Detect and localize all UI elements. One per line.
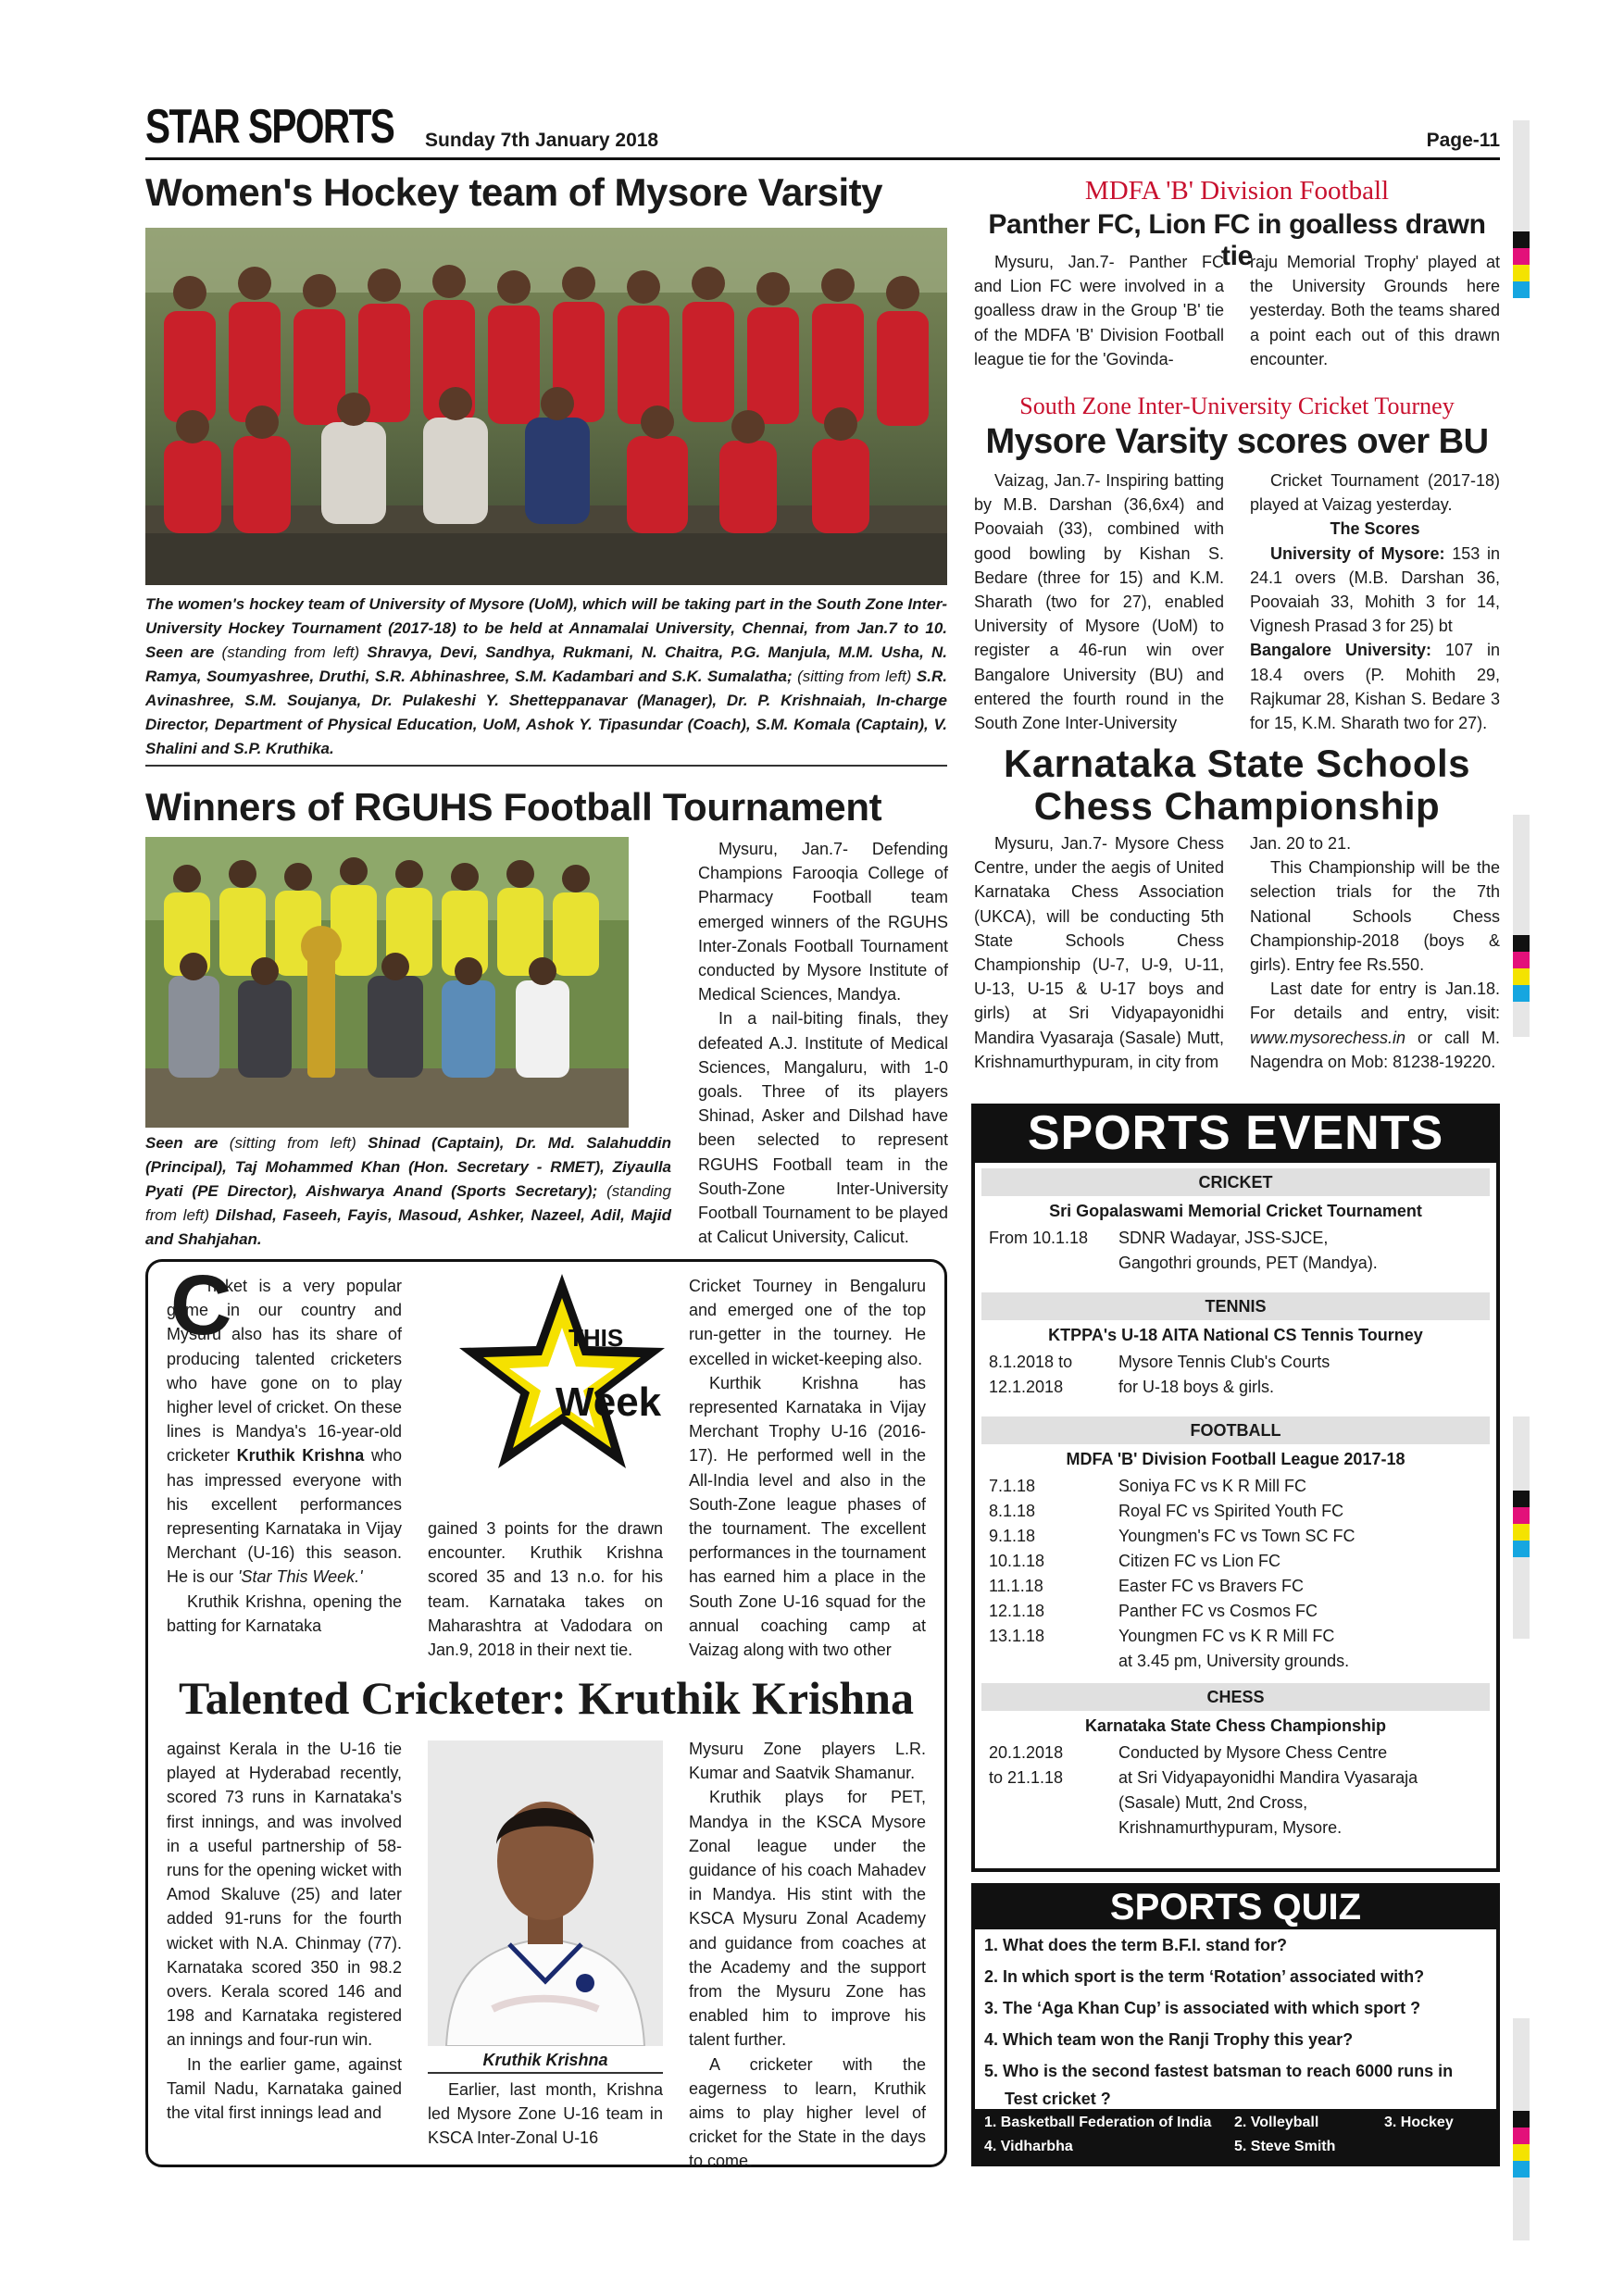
events-cricket-venue-1: SDNR Wadayar, JSS-SJCE, — [1118, 1229, 1329, 1247]
cricket-bu-text-1: Vaizag, Jan.7- Inspiring batting by M.B. Darshan (36,6x4) and Poovaiah (33), combined with good bowling by Kishan S. Bedare (three for 15) and K.M. Sharath (two for 27), enabled University of Mysore (UoM) to register a 46-run win over Bangalore University (BU) and entered the fourth round in the South Zone Inter-University — [974, 471, 1224, 733]
quiz-question-continued: Test cricket ? — [1005, 2090, 1111, 2108]
hockey-rule — [145, 765, 947, 767]
fixture-row — [981, 1474, 1490, 1499]
hockey-caption-part: S.R. Avinashree, S.M. Soujanya, Dr. Pulakeshi Y. Shetteppanavar (Manager), Dr. P. Krishnaiah, In-charge Director, Department of Physical Education, UoM, Ashok Y. Tipasundar (Coach), S.M. Komala (Captain), V. Shalini and S.P. Kruthika. — [145, 668, 947, 757]
star-week-lower-text-c2: Kruthik plays for PET, Mandya in the KSCA Mysore Zonal league under the guidance of his coach Mahadev in Mandya. His stint with the KSCA Mysuru Zonal Academy and guidance from coaches at the Academy and the support from the Mysuru Zone has enabled him to improve his talent further. — [689, 1788, 926, 2050]
kruthik-photo-graphic — [428, 1741, 663, 2046]
rguhs-headline: Winners of RGUHS Football Tournament — [145, 785, 882, 829]
star-week-lower-text-c1: Mysuru Zone players L.R. Kumar and Saatvik Shamanur. — [689, 1740, 926, 1783]
rguhs-team-photo — [145, 837, 629, 1128]
star-week-badge-bottom: Week — [556, 1379, 662, 1425]
cricket-bu-kicker: South Zone Inter-University Cricket Tourney — [1019, 393, 1455, 419]
cricket-bu-headline: Mysore Varsity scores over BU — [985, 422, 1489, 461]
star-week-headline: Talented Cricketer: Kruthik Krishna — [179, 1672, 914, 1724]
masthead-rule — [145, 157, 1500, 160]
chess-headline — [974, 742, 1500, 828]
chess-text-2b: This Championship will be the selection trials for the 7th National Schools Chess Championship-2018 (boys & girls). Entry fee Rs.550. — [1250, 858, 1500, 975]
fixture-date: 10.1.18 — [989, 1552, 1045, 1570]
cricket-bu-column-2 — [1250, 468, 1500, 735]
fixture-row — [981, 1624, 1490, 1649]
star-week-column-b — [428, 1516, 663, 1662]
registration-marks-top — [1513, 231, 1530, 298]
quiz-question: 5. Who is the second fastest batsman to reach 6000 runs in — [984, 2062, 1454, 2080]
fixture-match: Easter FC vs Bravers FC — [1118, 1577, 1305, 1595]
rguhs-column — [698, 837, 948, 1249]
star-week-text-a3: Kruthik Krishna, opening the batting for Karnataka — [167, 1591, 402, 1635]
rguhs-caption-part: Dilshad, Faseeh, Fayis, Masoud, Ashker, Nazeel, Adil, Majid and Shahjahan. — [145, 1206, 672, 1248]
star-week-name: Kruthik Krishna — [236, 1446, 365, 1466]
fixture-date: 9.1.18 — [989, 1527, 1036, 1545]
fixture-match: Youngmen FC vs K R Mill FC — [1118, 1627, 1335, 1645]
quiz-answers — [971, 2109, 1500, 2166]
events-chess-date-1: 20.1.2018 — [989, 1743, 1064, 1762]
events-cricket-date: From 10.1.18 — [989, 1229, 1089, 1247]
cricket-bu-bu-text: 107 in 18.4 overs (P. Mohith 29, Rajkumar 28, Kishan S. Bedare 3 for 15, K.M. Sharath two for 27). — [1250, 641, 1501, 733]
fixture-row — [981, 1549, 1490, 1574]
events-cricket-label: CRICKET — [981, 1168, 1490, 1196]
mdfa-kicker: MDFA 'B' Division Football — [1084, 176, 1390, 206]
rguhs-caption-part: (standing from left) — [145, 1182, 671, 1224]
events-football-note: at 3.45 pm, University grounds. — [1118, 1652, 1350, 1670]
registration-marks-mid — [1513, 935, 1530, 1002]
registration-marks-low — [1513, 1491, 1530, 1557]
quiz-questions — [984, 1929, 1489, 2111]
rguhs-text-2: In a nail-biting finals, they defeated A.J. Institute of Medical Sciences, Mangaluru, with 1-0 goals. Three of its players Shinad, Asker and Dilshad have been selected to represent RGUHS Football team in the South-Zone Inter-University Football Tournament to be played at Calicut University, Calicut. — [698, 1009, 948, 1247]
events-chess-label: CHESS — [981, 1683, 1490, 1711]
events-tennis-venue-1: Mysore Tennis Club's Courts — [1118, 1353, 1330, 1371]
events-tennis-title: KTPPA's U-18 AITA National CS Tennis Tourney — [1048, 1326, 1423, 1344]
rguhs-photo-graphic — [145, 837, 629, 1128]
rguhs-text-1: Mysuru, Jan.7- Defending Champions Farooqia College of Pharmacy Football team emerged winners of the RGUHS Inter-Zonals Football Tournament conducted by Mysore Institute of Medical Sciences, Mandya. — [698, 840, 948, 1004]
kruthik-photo-caption: Kruthik Krishna — [428, 2048, 663, 2074]
chess-text-2a: Jan. 20 to 21. — [1250, 834, 1352, 853]
chess-column-2 — [1250, 831, 1500, 1074]
quiz-question: 1. What does the term B.F.I. stand for? — [984, 1936, 1288, 1954]
star-week-lower-text-a2: In the earlier game, against Tamil Nadu, Karnataka gained the vital first innings lead and — [167, 2054, 402, 2123]
fixture-date: 13.1.18 — [989, 1627, 1045, 1645]
cricket-bu-scores-title: The Scores — [1330, 519, 1420, 539]
events-football-label: FOOTBALL — [981, 1416, 1490, 1444]
quiz-answer: 4. Vidharbha — [984, 2139, 1073, 2154]
events-football-title: MDFA 'B' Division Football League 2017-18 — [1066, 1450, 1405, 1468]
star-week-text-b: gained 3 points for the drawn encounter. Kruthik Krishna scored 35 and 13 n.o. for his team. Karnataka takes on Maharashtra at Vadodara on Jan.9, 2018 in their next tie. — [428, 1519, 663, 1660]
quiz-question: 4. Which team won the Ranji Trophy this year? — [984, 2030, 1354, 2049]
fixture-date: 8.1.18 — [989, 1502, 1036, 1520]
rguhs-caption-part: (sitting from left) — [229, 1134, 356, 1152]
events-chess-date-2: to 21.1.18 — [989, 1768, 1064, 1787]
chess-column-1 — [974, 831, 1224, 1074]
star-week-lower-text-b: Earlier, last month, Krishna led Mysore Zone U-16 team in KSCA Inter-Zonal U-16 — [428, 2080, 663, 2148]
events-chess-section — [981, 1683, 1490, 1842]
events-tennis-label: TENNIS — [981, 1292, 1490, 1320]
chess-headline-line-2: Chess Championship — [1033, 784, 1441, 828]
masthead-name: STAR SPORTS — [145, 100, 394, 154]
events-cricket-venue-2: Gangothri grounds, PET (Mandya). — [1118, 1254, 1378, 1272]
fixture-date: 7.1.18 — [989, 1477, 1036, 1495]
events-cricket-section — [981, 1168, 1490, 1278]
star-week-badge-top: THIS — [568, 1324, 624, 1352]
mdfa-text-2: raju Memorial Trophy' played at the University Grounds here yesterday. Both the teams shared a point each out of this drawn encounter. — [1250, 253, 1500, 368]
star-week-title-ref: 'Star This Week.' — [238, 1567, 363, 1587]
quiz-answer: 2. Volleyball — [1234, 2115, 1319, 2130]
fixture-row — [981, 1574, 1490, 1599]
cricket-bu-uom-text: 153 in 24.1 overs (M.B. Darshan 36, Poovaiah 33, Mohith 3 for 14, Vignesh Prasad 3 for 25) bt — [1250, 543, 1500, 636]
masthead-date: Sunday 7th January 2018 — [425, 130, 659, 151]
mdfa-column-1 — [974, 250, 1224, 371]
mdfa-column-2 — [1250, 250, 1500, 371]
star-week-lower-text-c3: A cricketer with the eagerness to learn, Kruthik aims to play higher level of cricket for the State in the days to come. — [689, 2054, 926, 2171]
star-week-column-a — [167, 1274, 402, 1638]
chess-text-2c-post: or call M. Nagendra on Mob: 81238-19220. — [1250, 1028, 1500, 1071]
star-week-lower-column-b — [428, 2078, 663, 2151]
sports-events-title: SPORTS EVENTS — [971, 1104, 1500, 1163]
cricket-bu-bu-label: Bangalore University: — [1250, 641, 1432, 660]
fixture-match: Citizen FC vs Lion FC — [1118, 1552, 1281, 1570]
hockey-team-photo — [145, 228, 947, 585]
hockey-caption-part: (standing from left) — [221, 643, 360, 661]
hockey-caption-part: The women's hockey team of University of Mysore (UoM), which will be taking part in the South Zone Inter-University Hockey Tournament (2017-18) to be held at Annamalai University, Chennai, from Jan.7 to 10. Seen are — [145, 595, 947, 661]
fixture-match: Youngmen's FC vs Town SC FC — [1118, 1527, 1355, 1545]
mdfa-headline: Panther FC, Lion FC in goalless drawn tie — [988, 209, 1486, 271]
fixture-match: Royal FC vs Spirited Youth FC — [1118, 1502, 1344, 1520]
events-tennis-date-1: 8.1.2018 to — [989, 1353, 1073, 1371]
fixture-date: 11.1.18 — [989, 1577, 1043, 1595]
chess-text-1: Mysuru, Jan.7- Mysore Chess Centre, under the aegis of United Karnataka Chess Association (UKCA), will be conducting 5th State Schools Chess Championship (U-7, U-9, U-11, U-13, U-15 & U-17 boys and girls) at Sri Vidyapayonidhi Mandira Vyasaraja (Sasale) Mutt, Krishnamurthypuram, in city from — [974, 834, 1224, 1071]
cricket-bu-column-1 — [974, 468, 1224, 735]
masthead-page: Page-11 — [1426, 130, 1500, 151]
star-week-lower-text-a1: against Kerala in the U-16 tie played at Hyderabad recently, scored 73 runs in Karnataka's first innings, and was involved in a useful partnership of 58-runs for the opening wicket with Amod Skaluve (25) and later added 91-runs for the fourth wicket with N.A. Chinmay (77). Karnataka scored 350 in 98.2 overs. Kerala scored 146 and 198 and Karnataka registered an innings and four-run win. — [167, 1740, 402, 2050]
kruthik-photo — [428, 1741, 663, 2046]
star-week-column-c — [689, 1274, 926, 1662]
rguhs-caption — [145, 1131, 671, 1252]
chess-website-link[interactable]: www.mysorechess.in — [1250, 1028, 1406, 1047]
fixture-row — [981, 1599, 1490, 1624]
cricket-bu-text-2: Cricket Tournament (2017-18) played at Vaizag yesterday. — [1250, 471, 1500, 515]
star-week-text-c1: Cricket Tourney in Bengaluru and emerged one of the top run-getter in the tourney. He excelled in wicket-keeping also. — [689, 1277, 926, 1368]
events-tennis-section — [981, 1292, 1490, 1402]
chess-text-2c: Last date for entry is Jan.18. For details and entry, visit: — [1250, 980, 1500, 1023]
fixture-date: 12.1.18 — [989, 1602, 1045, 1620]
mdfa-text-1: Mysuru, Jan.7- Panther FC and Lion FC were involved in a goalless draw in the Group 'B' tie of the MDFA 'B' Division Football league tie for the 'Govinda- — [974, 253, 1224, 368]
events-tennis-venue-2: for U-18 boys & girls. — [1118, 1378, 1275, 1396]
masthead — [145, 100, 1500, 163]
quiz-answer: 3. Hockey — [1384, 2115, 1454, 2130]
star-week-dropcap: C — [170, 1258, 232, 1353]
star-week-text-c2: Kurthik Krishna has represented Karnataka in Vijay Merchant Trophy U-16 (2016-17). He performed well in the All-India level and also in the South-Zone league phases of the tournament. The excellent performances in the tournament has earned him a place in the South Zone U-16 squad for the annual coaching camp at Vaizag along with two other — [689, 1373, 926, 1660]
registration-strip-mid — [1513, 815, 1530, 1037]
registration-marks-bottom — [1513, 2111, 1530, 2177]
fixture-row — [981, 1524, 1490, 1549]
events-chess-venue-2: at Sri Vidyapayonidhi Mandira Vyasaraja — [1118, 1768, 1418, 1787]
hockey-photo-graphic — [145, 228, 947, 585]
fixture-row — [981, 1499, 1490, 1524]
quiz-question: 2. In which sport is the term ‘Rotation’ associated with? — [984, 1967, 1425, 1986]
chess-headline-line-1: Karnataka State Schools — [1003, 742, 1470, 785]
cricket-bu-uom-label: University of Mysore: — [1270, 543, 1445, 563]
events-chess-title: Karnataka State Chess Championship — [1084, 1716, 1387, 1735]
hockey-caption-part: (sitting from left) — [797, 668, 912, 685]
star-week-text-a2: who has impressed everyone with his excellent performances representing Karnataka in Vijay Merchant (U-16) this season. He is our — [167, 1446, 402, 1587]
quiz-answer: 1. Basketball Federation of India — [984, 2115, 1212, 2130]
events-tennis-date-2: 12.1.2018 — [989, 1378, 1064, 1396]
quiz-answer: 5. Steve Smith — [1234, 2139, 1336, 2154]
events-chess-venue-3: (Sasale) Mutt, 2nd Cross, — [1118, 1793, 1308, 1812]
sports-quiz-title: SPORTS QUIZ — [971, 1883, 1500, 1929]
star-week-badge — [456, 1270, 668, 1474]
star-icon — [456, 1270, 668, 1474]
events-chess-venue-1: Conducted by Mysore Chess Centre — [1118, 1743, 1388, 1762]
star-week-lower-column-c — [689, 1737, 926, 2174]
events-chess-venue-4: Krishnamurthypuram, Mysore. — [1118, 1818, 1343, 1837]
star-week-text-a1: ricket is a very popular game in our country and Mysuru also has its share of producing talented cricketers who have gone on to play higher level of cricket. On these lines is Mandya's 16-year-old cricketer — [167, 1277, 402, 1466]
events-cricket-title: Sri Gopalaswami Memorial Cricket Tournament — [1049, 1202, 1422, 1220]
rguhs-caption-part: Seen are — [145, 1134, 230, 1152]
fixture-match: Panther FC vs Cosmos FC — [1118, 1602, 1318, 1620]
fixture-match: Soniya FC vs K R Mill FC — [1118, 1477, 1307, 1495]
rguhs-caption-part: Shinad (Captain), Dr. Md. Salahuddin (Principal), Taj Mohammed Khan (Hon. Secretary - RMET), Ziyaulla Pyati (PE Director), Aishwarya Anand (Sports Secretary); — [145, 1134, 672, 1200]
hockey-caption-part: Shravya, Devi, Sandhya, Rukmani, N. Chaitra, P.G. Manjula, M.M. Usha, N. Ramya, Soumyashree, Druthi, S.R. Abhinashree, S.M. Kadambari and S.K. Sumalatha; — [145, 643, 947, 685]
hockey-caption — [145, 593, 947, 761]
star-week-lower-column-a — [167, 1737, 402, 2125]
quiz-question: 3. The ‘Aga Khan Cup’ is associated with which sport ? — [984, 1999, 1421, 2017]
hockey-headline: Women's Hockey team of Mysore Varsity — [145, 170, 883, 214]
events-football-section — [981, 1416, 1490, 1678]
